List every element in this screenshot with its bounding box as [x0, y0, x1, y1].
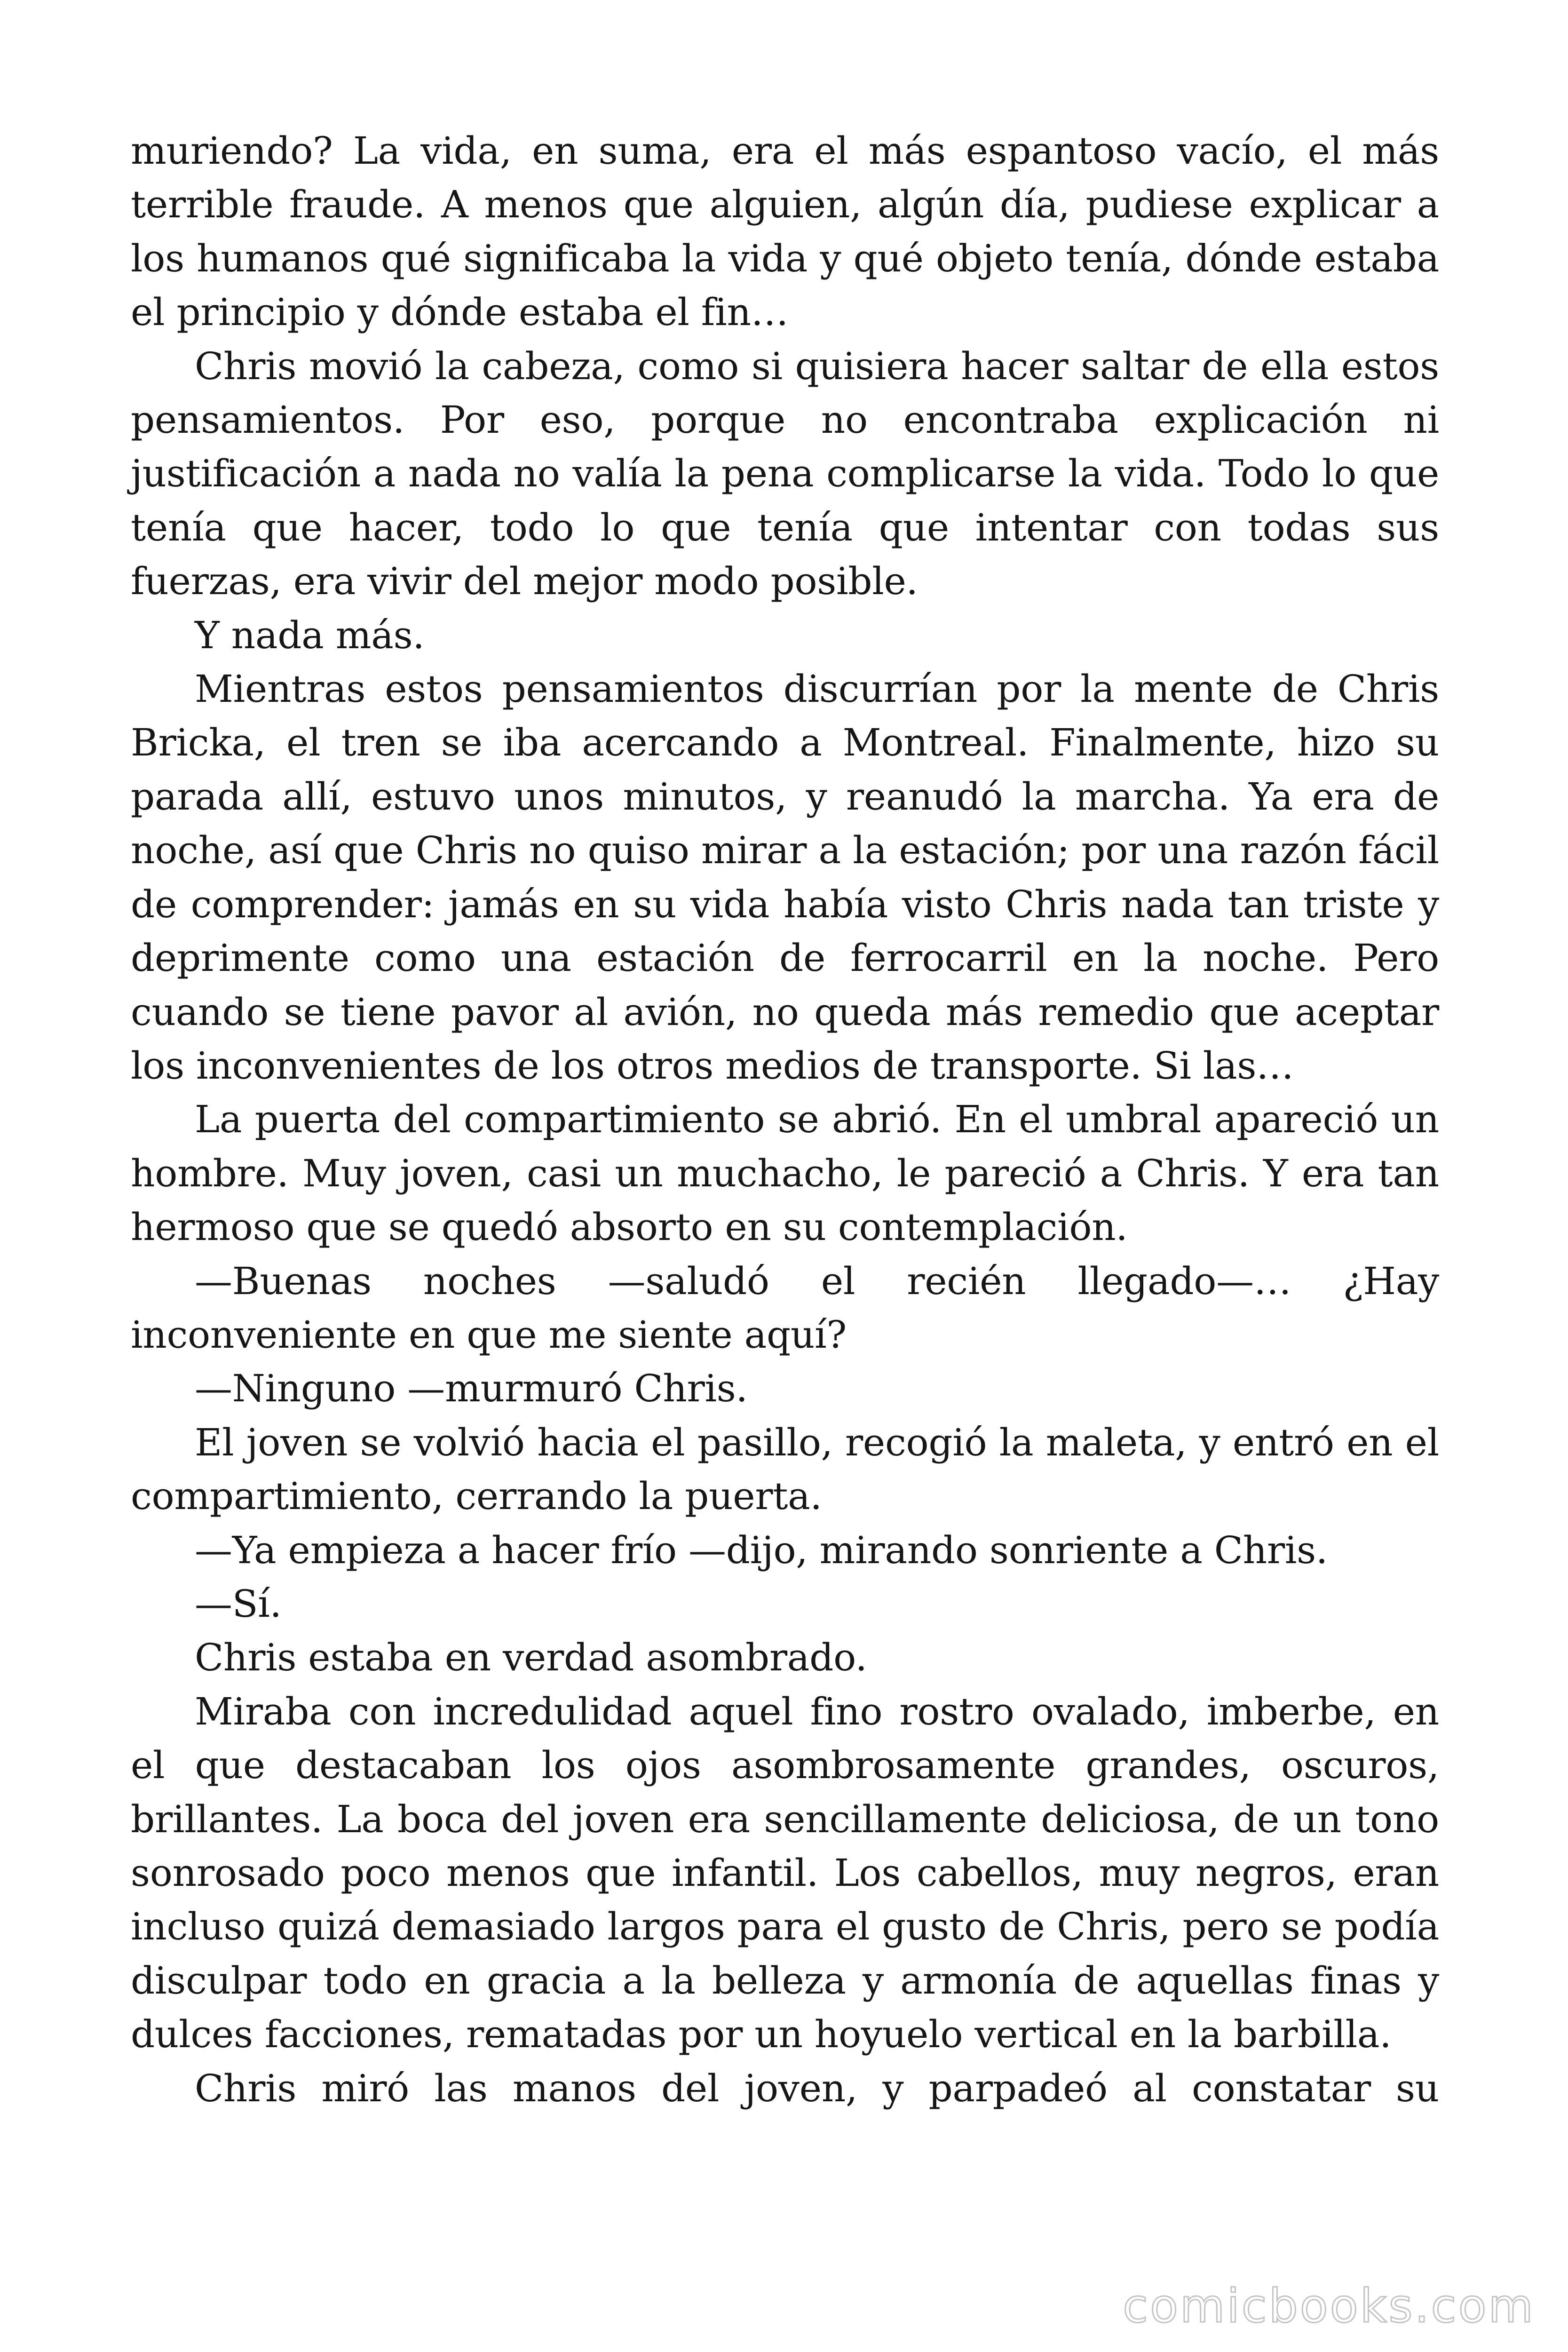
paragraph: Chris estaba en verdad asombrado. — [195, 1636, 867, 1680]
paragraph: —Sí. — [195, 1581, 282, 1626]
paragraph: Mientras estos pensamientos discurrían por la mente de Chris Bricka, el tren se iba acercando a Montreal. Finalmente, hizo su parada allí, estuvo unos minutos, y reanudó la marcha. Ya era de noche, así que Chris no quiso mirar a la estación; por una razón fácil de comprender: jamás en su vida había visto Chris nada tan triste y deprimente como una estación de ferrocarril en la noche. Pero cuando se tiene pavor al avión, no queda más remedio que aceptar los inconvenientes de los otros medios de transporte. Si las… — [131, 667, 1439, 1088]
paragraph: muriendo? La vida, en suma, era el más espantoso vacío, el más terrible fraude. A menos que alguien, algún día, pudiese explicar a los humanos qué significaba la vida y qué objeto tenía, dónde estaba el principio y dónde estaba el fin… — [131, 129, 1439, 334]
paragraph: —Buenas noches —saludó el recién llegado—… ¿Hay inconveniente en que me siente aquí? — [131, 1259, 1439, 1357]
paragraph: El joven se volvió hacia el pasillo, recogió la maleta, y entró en el compartimiento, cerrando la puerta. — [131, 1420, 1439, 1518]
paragraph: La puerta del compartimiento se abrió. En el umbral apareció un hombre. Muy joven, casi un muchacho, le pareció a Chris. Y era tan hermoso que se quedó absorto en su contemplación. — [131, 1097, 1439, 1249]
paragraph-last: Chris miró las manos del joven, y parpadeó al constatar su — [195, 2066, 1439, 2110]
paragraph: —Ya empieza a hacer frío —dijo, mirando sonriente a Chris. — [195, 1528, 1328, 1572]
paragraph: Y nada más. — [195, 613, 425, 657]
page-body — [131, 124, 1439, 2115]
paragraph: Chris movió la cabeza, como si quisiera hacer saltar de ella estos pensamientos. Por eso, porque no encontraba explicación ni justificación a nada no valía la pena complicarse la vida. Todo lo que tenía que hacer, todo lo que tenía que intentar con todas sus fuerzas, era vivir del mejor modo posible. — [131, 344, 1439, 604]
watermark: comicbooks.com — [1123, 2280, 1535, 2333]
paragraph: Miraba con incredulidad aquel fino rostro ovalado, imberbe, en el que destacaban los ojos asombrosamente grandes, oscuros, brillantes. La boca del joven era sencillamente deliciosa, de un tono sonrosado poco menos que infantil. Los cabellos, muy negros, eran incluso quizá demasiado largos para el gusto de Chris, pero se podía disculpar todo en gracia a la belleza y armonía de aquellas finas y dulces facciones, rematadas por un hoyuelo vertical en la barbilla. — [131, 1689, 1439, 2057]
paragraph: —Ninguno —murmuró Chris. — [195, 1367, 748, 1411]
